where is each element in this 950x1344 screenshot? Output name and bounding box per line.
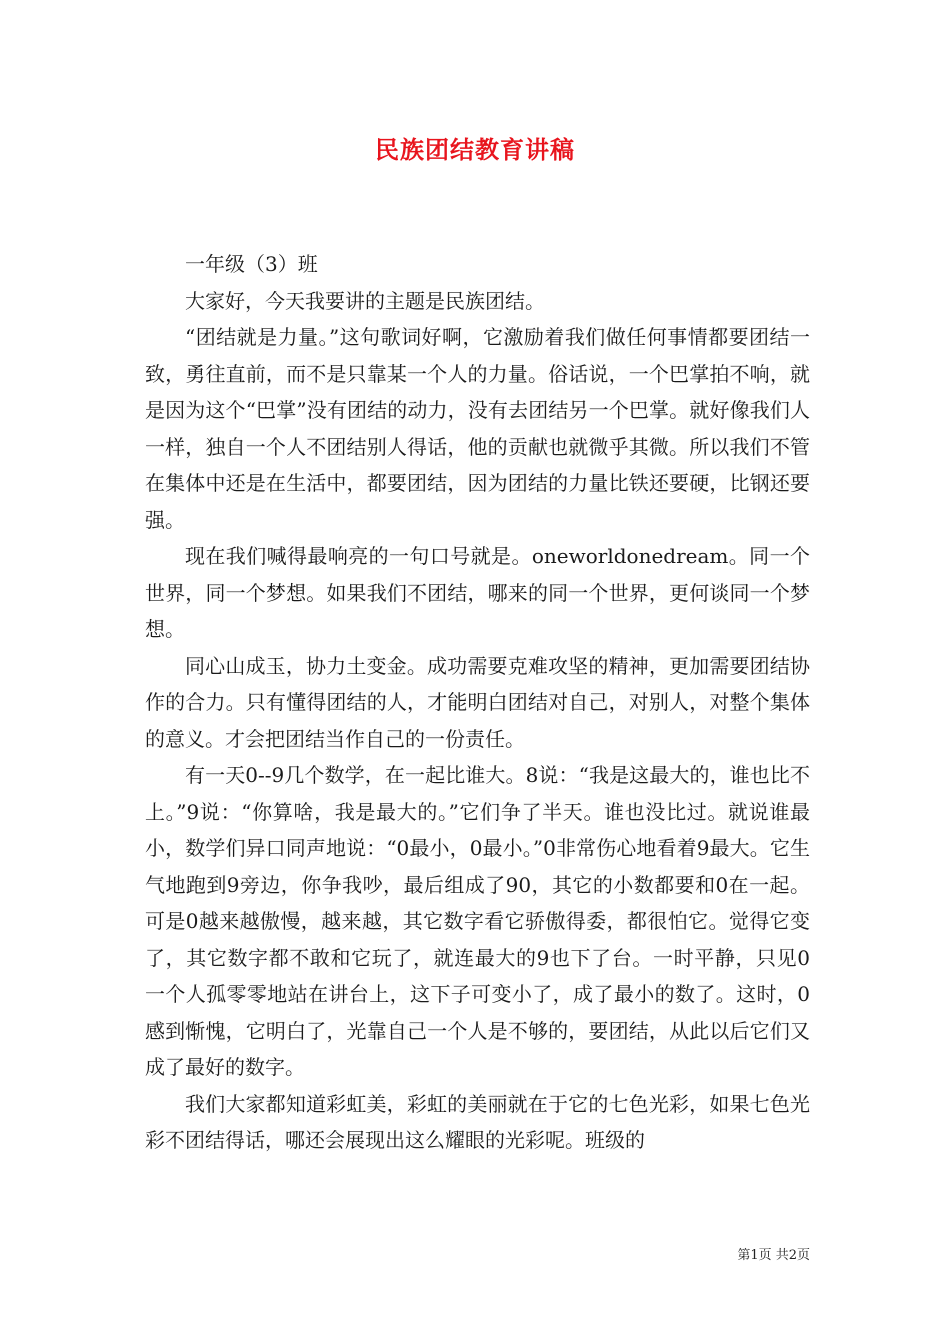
paragraph-unity-strength: “团结就是力量。”这句歌词好啊，它激励着我们做任何事情都要团结一致，勇往直前，而不是只靠某一个人的力量。俗话说，一个巴掌拍不响，就是因为这个“巴掌”没有团结的动力，没有去团结另一个巴掌。就好像我们人一样，独自一个人不团结别人得话，他的贡献也就微乎其微。所以我们不管在集体中还是在生活中，都要团结，因为团结的力量比铁还要硬，比钢还要强。 — [145, 325, 810, 532]
document-body — [145, 246, 810, 1159]
paragraph-class-name: 一年级（3）班 — [185, 252, 318, 276]
paragraph-greeting: 大家好，今天我要讲的主题是民族团结。 — [185, 288, 545, 313]
paragraph-rainbow: 我们大家都知道彩虹美，彩虹的美丽就在于它的七色光彩，如果七色光彩不团结得话，哪还会展现出这么耀眼的光彩呢。班级的 — [145, 1091, 810, 1152]
paragraph-one-world-one-dream: 现在我们喊得最响亮的一句口号就是。oneworldonedream。同一个世界，同一个梦想。如果我们不团结，哪来的同一个世界，更何谈同一个梦想。 — [145, 544, 810, 641]
paragraph-number-story: 有一天0--9几个数学，在一起比谁大。8说：“我是这最大的，谁也比不上。”9说：“你算啥，我是最大的。”它们争了半天。谁也没比过。就说谁最小，数学们异口同声地说：“0最小，0最小。”0非常伤心地看着9最大。它生气地跑到9旁边，你争我吵，最后组成了90，其它的小数都要和0在一起。可是0越来越傲慢，越来越，其它数字看它骄傲得委，都很怕它。觉得它变了，其它数字都不敢和它玩了，就连最大的9也下了台。一时平静，只见0一个人孤零零地站在讲台上，这下子可变小了，成了最小的数了。这时，0感到惭愧，它明白了，光靠自己一个人是不够的，要团结，从此以后它们又成了最好的数字。 — [145, 763, 810, 1079]
document-title: 民族团结教育讲稿 — [375, 135, 575, 164]
paragraph-cooperation: 同心山成玉，协力土变金。成功需要克难攻坚的精神，更加需要团结协作的合力。只有懂得团结的人，才能明白团结对自己，对别人，对整个集体的意义。才会把团结当作自己的一份责任。 — [145, 653, 810, 751]
page-number: 第1页 共2页 — [737, 1248, 810, 1263]
